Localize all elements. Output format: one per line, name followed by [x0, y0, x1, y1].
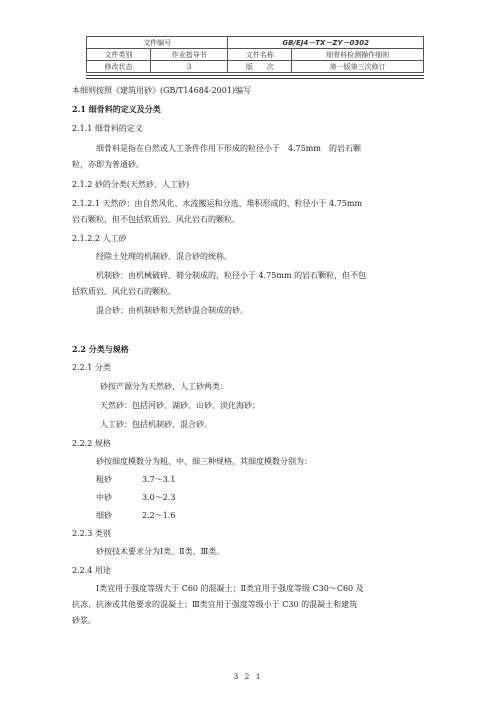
natural-sand-line-1: 2.1.2.1 天然砂：由自然风化、水流搬运和分选、堆积形成的、粒径小于 4.75mm [72, 199, 363, 208]
usage-line-3: 砂浆。 [72, 616, 96, 625]
edition-label: 版 次 [228, 61, 292, 73]
section-2-2-1-heading: 2.2.1 分类 [72, 363, 111, 372]
header-rule-2 [86, 78, 424, 79]
usage-line-1: Ⅰ类宜用于强度等级大于 C60 的混凝土；Ⅱ类宜用于强度等级 C30～C60 及 [96, 584, 364, 593]
intro-text: 本细则按照《建筑用砂》(GB/T14684-2001)编写 [72, 86, 252, 95]
header-rule-1 [86, 75, 424, 76]
grade-fine-range: 2.2～1.6 [142, 511, 176, 520]
grade-medium-range: 3.0～2.3 [142, 493, 176, 502]
mixed-sand-definition: 混合砂：由机制砂和天然砂混合制成的砂。 [96, 306, 248, 315]
section-2-1-2-heading: 2.1.2 砂的分类(天然砂、人工砂) [72, 180, 190, 189]
grade-coarse-name: 粗砂 [96, 475, 112, 484]
document-header-table [86, 36, 424, 73]
section-2-2-title: 2.2 分类与规格 [72, 344, 129, 354]
classification-intro: 砂按产源分为天然砂、人工砂两类： [100, 382, 228, 391]
grade-medium-name: 中砂 [96, 493, 112, 502]
section-2-1-1-heading: 2.1.1 细骨料的定义 [72, 124, 143, 133]
artificial-sand-types: 人工砂：包括机制砂、混合砂。 [100, 420, 212, 429]
doc-number-label: 文件编号 [87, 37, 228, 49]
machine-sand-line-1: 机制砂：由机械破碎、筛分制成的，粒径小于 4.75mm 的岩石颗粒，但不包 [96, 271, 367, 280]
natural-sand-line-2: 岩石颗粒，但不包括软质岩、风化岩石的颗粒。 [72, 215, 240, 224]
usage-line-2: 抗冻、抗渗或其他要求的混凝土；Ⅲ类宜用于强度等级小于 C30 的混凝土和建筑 [72, 600, 358, 609]
section-2-2-4-heading: 2.2.4 用途 [72, 566, 111, 575]
grade-coarse-range: 3.7～3.1 [142, 475, 176, 484]
page-number: 3 2 1 [233, 672, 263, 681]
revision-status-label: 修改状态 [87, 61, 151, 73]
section-2-1-2-2-heading: 2.1.2.2 人工砂 [72, 234, 127, 243]
section-2-2-3-heading: 2.2.3 类别 [72, 529, 111, 538]
definition-line-1: 细骨料是指在自然或人工条件作用下形成的粒径小于 4.75mm 的岩石颗 [96, 144, 361, 153]
doc-category-label: 文件类别 [87, 49, 151, 61]
section-2-1-title: 2.1 细骨料的定义及分类 [72, 104, 161, 114]
doc-category-value: 作业指导书 [150, 49, 227, 61]
doc-name-label: 文件名称 [228, 49, 292, 61]
revision-status-value: 3 [150, 61, 227, 73]
category-text: 砂按技术要求分为Ⅰ类、Ⅱ类、Ⅲ类。 [96, 547, 225, 556]
machine-sand-line-2: 括软质岩、风化岩石的颗粒。 [72, 287, 176, 296]
spec-intro: 砂按细度模数分为粗、中、细三种规格，其细度模数分别为： [96, 457, 312, 466]
section-2-2-2-heading: 2.2.2 规格 [72, 439, 111, 448]
artificial-sand-definition: 经除土处理的机制砂、混合砂的统称。 [96, 252, 232, 261]
doc-name-value: 细骨料检测操作细则 [292, 49, 424, 61]
edition-value: 第一版第三次修订 [292, 61, 424, 73]
natural-sand-types: 天然砂：包括河砂、湖砂、山砂、淡化海砂； [100, 401, 260, 410]
grade-fine-name: 细砂 [96, 511, 112, 520]
doc-number-value: GB/EJ4－TX－ZY－0302 [228, 37, 424, 49]
definition-line-2: 粒，亦即为普通砂。 [72, 160, 144, 169]
